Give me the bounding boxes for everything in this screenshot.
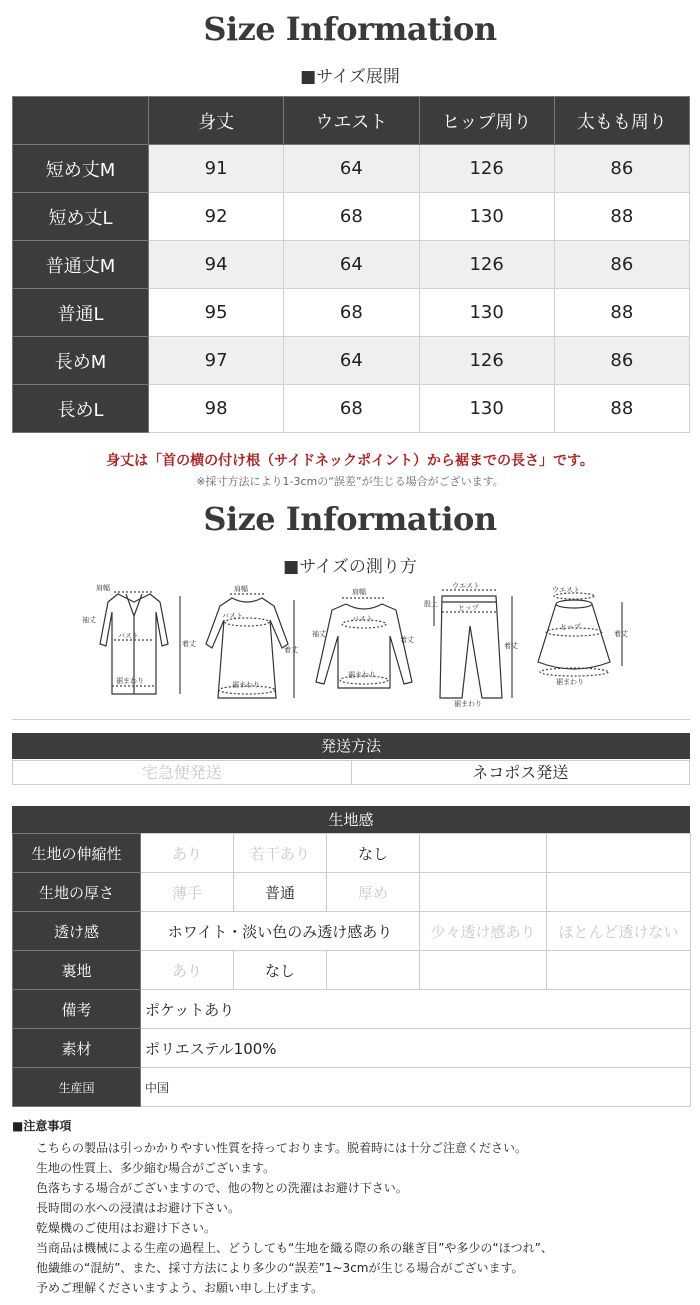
table-cell: 98 (149, 385, 284, 433)
table-cell: 68 (284, 193, 419, 241)
table-cell: 若干あり (234, 834, 327, 873)
table-cell: あり (141, 834, 234, 873)
table-cell (547, 951, 691, 990)
table-cell: 97 (149, 337, 284, 385)
table-cell: 88 (554, 289, 689, 337)
sleeve-label: 袖丈 (312, 630, 326, 638)
row-label: 長めL (13, 385, 149, 433)
waist-label: ウエスト (452, 582, 480, 590)
table-cell: 130 (419, 385, 554, 433)
table-cell (420, 834, 547, 873)
table-cell: ポリエステル100% (141, 1029, 691, 1068)
table-cell: 91 (149, 145, 284, 193)
bust-label: バスト (222, 612, 243, 620)
hem-label: 裾まわり (232, 681, 260, 689)
table-cell: 68 (284, 289, 419, 337)
table-cell: ポケットあり (141, 990, 691, 1029)
length-label: 着丈 (614, 630, 628, 638)
table-cell: 130 (419, 193, 554, 241)
row-label: 長めM (13, 337, 149, 385)
table-row (13, 337, 690, 385)
coat-diagram (78, 582, 196, 702)
table-cell: 中国 (141, 1068, 691, 1107)
table-cell: 68 (284, 385, 419, 433)
table-row (13, 1068, 691, 1107)
hip-label: ヒップ (458, 604, 479, 612)
hem-label: 裾まわり (454, 700, 482, 708)
row-label: 生地の伸縮性 (13, 834, 141, 873)
table-row (13, 912, 691, 951)
table-cell: 94 (149, 241, 284, 289)
table-row (13, 834, 691, 873)
bust-label: バスト (352, 615, 373, 623)
notes-section (12, 1117, 692, 1298)
table-cell: 86 (554, 337, 689, 385)
table-cell (327, 951, 420, 990)
table-row (13, 951, 691, 990)
shipping-header: 発送方法 (12, 733, 690, 759)
rise-label: 股上 (424, 600, 438, 608)
shoulder-label: 肩幅 (96, 584, 110, 592)
length-definition-note: 身丈は「首の横の付け根（サイドネックポイント）から裾までの長さ」です。 (106, 453, 594, 469)
table-cell (547, 873, 691, 912)
table-row (13, 145, 690, 193)
table-row (13, 873, 691, 912)
table-cell: ホワイト・淡い色のみ透け感あり (141, 912, 420, 951)
length-label: 着丈 (400, 636, 414, 644)
skirt-diagram (528, 582, 632, 692)
dress-diagram (194, 582, 304, 702)
row-label: 普通丈M (13, 241, 149, 289)
table-cell: 88 (554, 193, 689, 241)
shipping-options (12, 760, 690, 785)
row-label: 透け感 (13, 912, 141, 951)
length-label: 着丈 (504, 642, 518, 650)
row-label: 生地の厚さ (13, 873, 141, 912)
measure-method-subtitle: ■サイズの測り方 (283, 557, 417, 577)
size-info-title-2: Size Information (203, 500, 497, 538)
table-row (13, 990, 691, 1029)
table-cell: 126 (419, 145, 554, 193)
table-cell: なし (234, 951, 327, 990)
header-cell: 太もも周り (554, 97, 689, 145)
hip-label: ヒップ (560, 623, 581, 631)
measurement-error-note: ※採寸方法により1-3cmの“誤差”が生じる場合がございます。 (196, 475, 504, 488)
table-row (13, 385, 690, 433)
table-cell: ほとんど透けない (547, 912, 691, 951)
row-label: 普通L (13, 289, 149, 337)
table-cell: 64 (284, 337, 419, 385)
table-cell: 薄手 (141, 873, 234, 912)
header-cell: 身丈 (149, 97, 284, 145)
shoulder-label: 肩幅 (234, 585, 248, 593)
table-cell: あり (141, 951, 234, 990)
row-label: 短め丈L (13, 193, 149, 241)
note-line: 色落ちする場合がございますので、他の物との洗濯はお避け下さい。 (36, 1181, 408, 1195)
table-cell: なし (327, 834, 420, 873)
length-label: 着丈 (182, 640, 196, 648)
table-cell: 64 (284, 145, 419, 193)
table-cell: 95 (149, 289, 284, 337)
shipping-option-nekopos: ネコポス発送 (351, 761, 690, 784)
table-row (13, 1029, 691, 1068)
table-cell: 126 (419, 241, 554, 289)
hem-label: 裾まわり (116, 677, 144, 685)
sleeve-label: 袖丈 (82, 616, 96, 624)
table-cell: 92 (149, 193, 284, 241)
top-diagram (308, 582, 420, 702)
note-line: 長時間の水への浸漬はお避け下さい。 (36, 1201, 241, 1215)
table-cell: 86 (554, 241, 689, 289)
header-cell: ヒップ周り (419, 97, 554, 145)
section-divider (12, 719, 690, 720)
size-info-title: Size Information (203, 10, 497, 48)
table-cell: 130 (419, 289, 554, 337)
table-row (13, 241, 690, 289)
size-table (12, 96, 690, 433)
length-label: 着丈 (284, 646, 298, 654)
header-cell: ウエスト (284, 97, 419, 145)
table-cell (420, 873, 547, 912)
table-cell: 64 (284, 241, 419, 289)
note-line: 予めご理解くださいますよう、お願い申し上げます。 (36, 1281, 324, 1295)
fabric-table (12, 833, 691, 1107)
size-range-subtitle: ■サイズ展開 (300, 67, 400, 87)
note-line: 当商品は機械による生産の過程上、どうしても“生地を織る際の糸の継ぎ目”や多少の“ほつれ”、 (36, 1241, 553, 1255)
waist-label: ウエスト (552, 586, 580, 594)
row-label: 裏地 (13, 951, 141, 990)
fabric-header: 生地感 (12, 806, 690, 834)
table-cell (547, 834, 691, 873)
table-cell: 88 (554, 385, 689, 433)
table-row (13, 289, 690, 337)
note-line: 他繊維の“混紡”、また、採寸方法により多少の“誤差”1~3cmが生じる場合がございます。 (36, 1261, 524, 1275)
pants-diagram (424, 582, 524, 706)
row-label: 備考 (13, 990, 141, 1029)
shoulder-label: 肩幅 (352, 588, 366, 596)
note-line: 生地の性質上、多少縮む場合がございます。 (36, 1161, 276, 1175)
hem-label: 裾まわり (348, 671, 376, 679)
hem-label: 裾まわり (556, 678, 584, 686)
row-label: 素材 (13, 1029, 141, 1068)
table-cell: 普通 (234, 873, 327, 912)
corner-cell (13, 97, 149, 145)
note-line: 乾燥機のご使用はお避け下さい。 (36, 1221, 217, 1235)
note-line: こちらの製品は引っかかりやすい性質を持っております。脱着時には十分ご注意ください。 (36, 1141, 528, 1155)
size-table-header (13, 97, 690, 145)
table-cell (420, 951, 547, 990)
table-cell: 厚め (327, 873, 420, 912)
table-cell: 86 (554, 145, 689, 193)
bust-label: バスト (118, 632, 139, 640)
row-label: 短め丈M (13, 145, 149, 193)
table-row (13, 193, 690, 241)
table-cell: 126 (419, 337, 554, 385)
shipping-option-takkyubin: 宅急便発送 (141, 763, 222, 782)
table-cell: 少々透け感あり (420, 912, 547, 951)
notes-heading: ■注意事項 (12, 1119, 72, 1133)
row-label: 生産国 (13, 1068, 141, 1107)
